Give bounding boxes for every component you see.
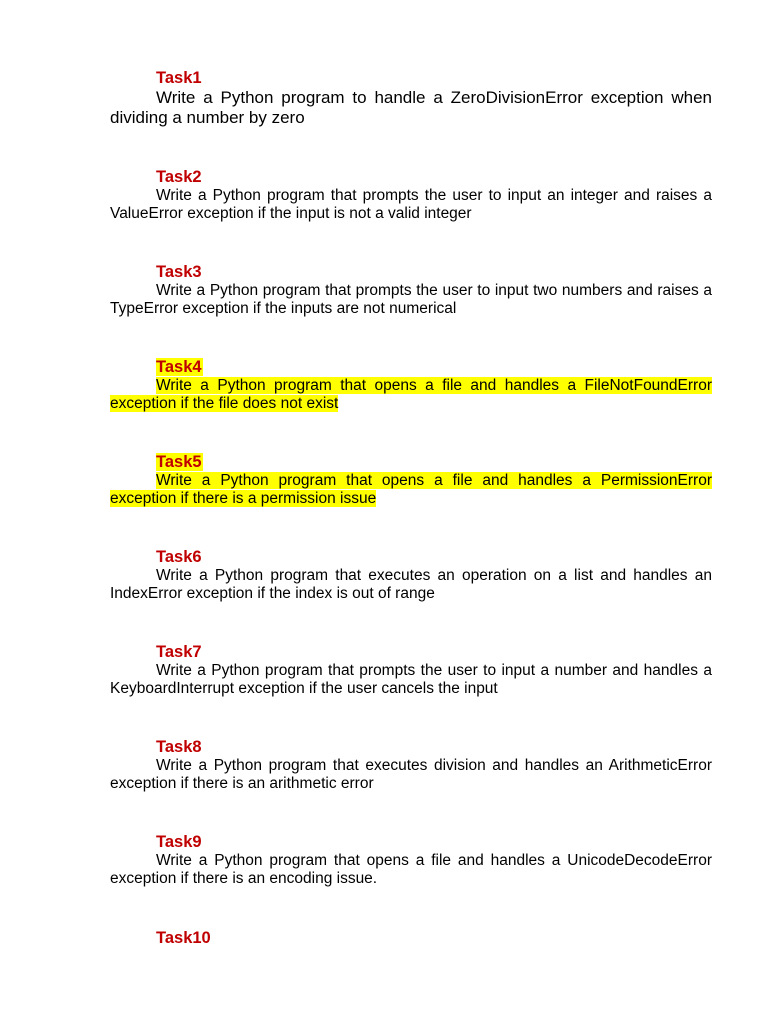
task-description <box>110 377 712 413</box>
task-4 <box>110 358 712 413</box>
highlighted-text: Write a Python program that opens a file and handles a FileNotFoundError exception if the file does not exist <box>110 377 712 412</box>
task-6 <box>110 548 712 603</box>
task-title: Task7 <box>156 643 202 661</box>
task-8 <box>110 738 712 793</box>
highlighted-title: Task5 <box>156 453 202 471</box>
highlighted-title: Task4 <box>156 358 202 376</box>
task-title: Task3 <box>156 263 202 281</box>
task-description <box>110 472 712 508</box>
task-title <box>156 358 712 377</box>
task-2 <box>110 168 712 223</box>
task-description: Write a Python program that prompts the user to input two numbers and raises a TypeError exception if the inputs are not numerical <box>110 282 712 317</box>
task-description: Write a Python program that prompts the user to input an integer and raises a ValueError exception if the input is not a valid integer <box>110 187 712 222</box>
task-5 <box>110 453 712 508</box>
task-10 <box>110 929 712 948</box>
task-title: Task6 <box>156 548 202 566</box>
task-title <box>156 453 712 472</box>
task-9 <box>110 833 712 888</box>
highlighted-text: Write a Python program that opens a file and handles a PermissionError exception if there is a permission issue <box>110 472 712 507</box>
task-7 <box>110 643 712 698</box>
task-title: Task9 <box>156 833 202 851</box>
task-title: Task8 <box>156 738 202 756</box>
task-description: Write a Python program to handle a ZeroDivisionError exception when dividing a number by zero <box>110 88 712 127</box>
task-description: Write a Python program that executes an operation on a list and handles an IndexError exception if the index is out of range <box>110 567 712 602</box>
task-3 <box>110 263 712 318</box>
task-1 <box>110 69 712 128</box>
task-description: Write a Python program that executes division and handles an ArithmeticError exception if there is an arithmetic error <box>110 757 712 792</box>
task-description: Write a Python program that prompts the user to input a number and handles a KeyboardInterrupt exception if the user cancels the input <box>110 662 712 697</box>
task-description: Write a Python program that opens a file and handles a UnicodeDecodeError exception if there is an encoding issue. <box>110 852 712 887</box>
task-title: Task1 <box>156 69 202 87</box>
task-title: Task2 <box>156 168 202 186</box>
task-title: Task10 <box>156 929 211 947</box>
